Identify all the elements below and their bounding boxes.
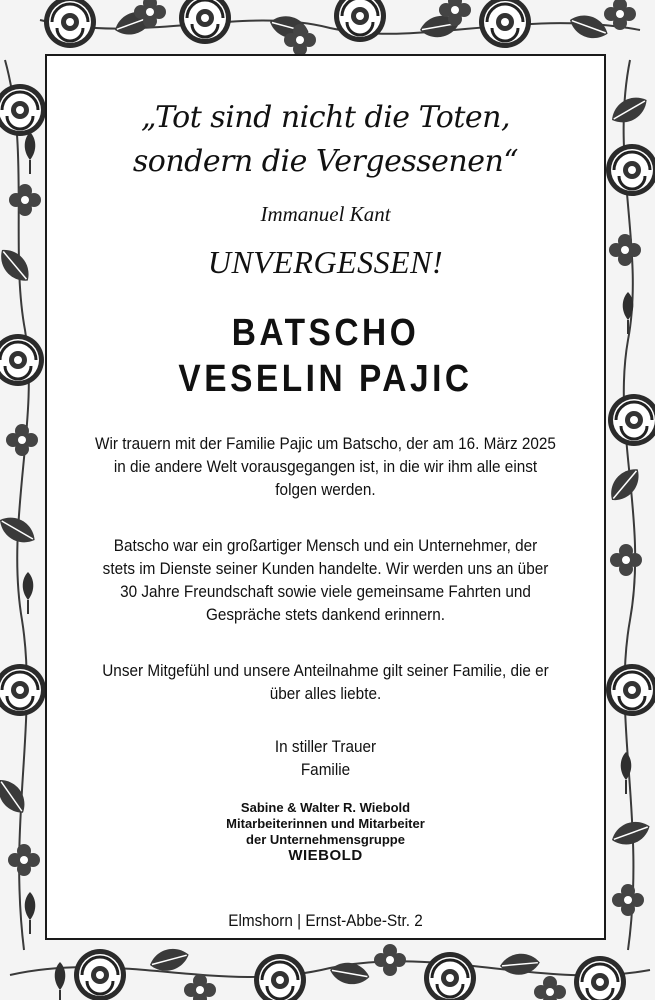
quote-line-2: sondern die Vergessenen“	[132, 144, 519, 179]
name-line-2: VESELIN PAJIC	[178, 358, 473, 400]
paragraph-2-line: Batscho war ein großartiger Mensch und ein Unternehmer, der	[113, 536, 538, 555]
paragraph-2-line: 30 Jahre Freundschaft sowie viele gemeinsame Fahrten und	[120, 582, 531, 601]
quote-line-1: „Tot sind nicht die Toten,	[141, 100, 510, 135]
paragraph-1-line: in die andere Welt vorausgegangen ist, in die wir ihm alle einst	[113, 457, 538, 476]
paragraph-2-line: Gespräche stets dankend erinnern.	[205, 605, 446, 624]
closing-line-1: In stiller Trauer	[274, 737, 377, 756]
paragraph-1-line: Wir trauern mit der Familie Pajic um Batscho, der am 16. März 2025	[95, 434, 556, 453]
address: Elmshorn | Ernst-Abbe-Str. 2	[228, 911, 423, 930]
closing	[75, 735, 576, 781]
name-line-1: BATSCHO	[231, 312, 420, 354]
headline: UNVERGESSEN!	[207, 244, 444, 280]
quote	[47, 96, 604, 184]
obituary-card	[45, 54, 606, 940]
paragraph-3-line: Unser Mitgefühl und unsere Anteilnahme gilt seiner Familie, die er	[102, 661, 549, 680]
closing-line-2: Familie	[300, 760, 351, 779]
paragraph-1-line: folgen werden.	[275, 480, 376, 499]
paragraph-2	[75, 534, 576, 626]
signatory-line-2: Mitarbeiterinnen und Mitarbeiter	[226, 816, 425, 831]
paragraph-2-line: stets im Dienste seiner Kunden handelte. Wir werden uns an über	[102, 559, 549, 578]
paragraph-1	[75, 432, 576, 501]
signatory-line-3: der Unternehmensgruppe	[246, 832, 405, 847]
paragraph-3-line: über alles liebte.	[269, 684, 382, 703]
quote-author: Immanuel Kant	[260, 202, 391, 226]
signatory-line-1: Sabine & Walter R. Wiebold	[240, 800, 411, 815]
paragraph-3	[75, 659, 576, 705]
deceased-name	[80, 310, 570, 402]
company-name: WIEBOLD	[288, 847, 363, 864]
signatories	[47, 800, 604, 864]
